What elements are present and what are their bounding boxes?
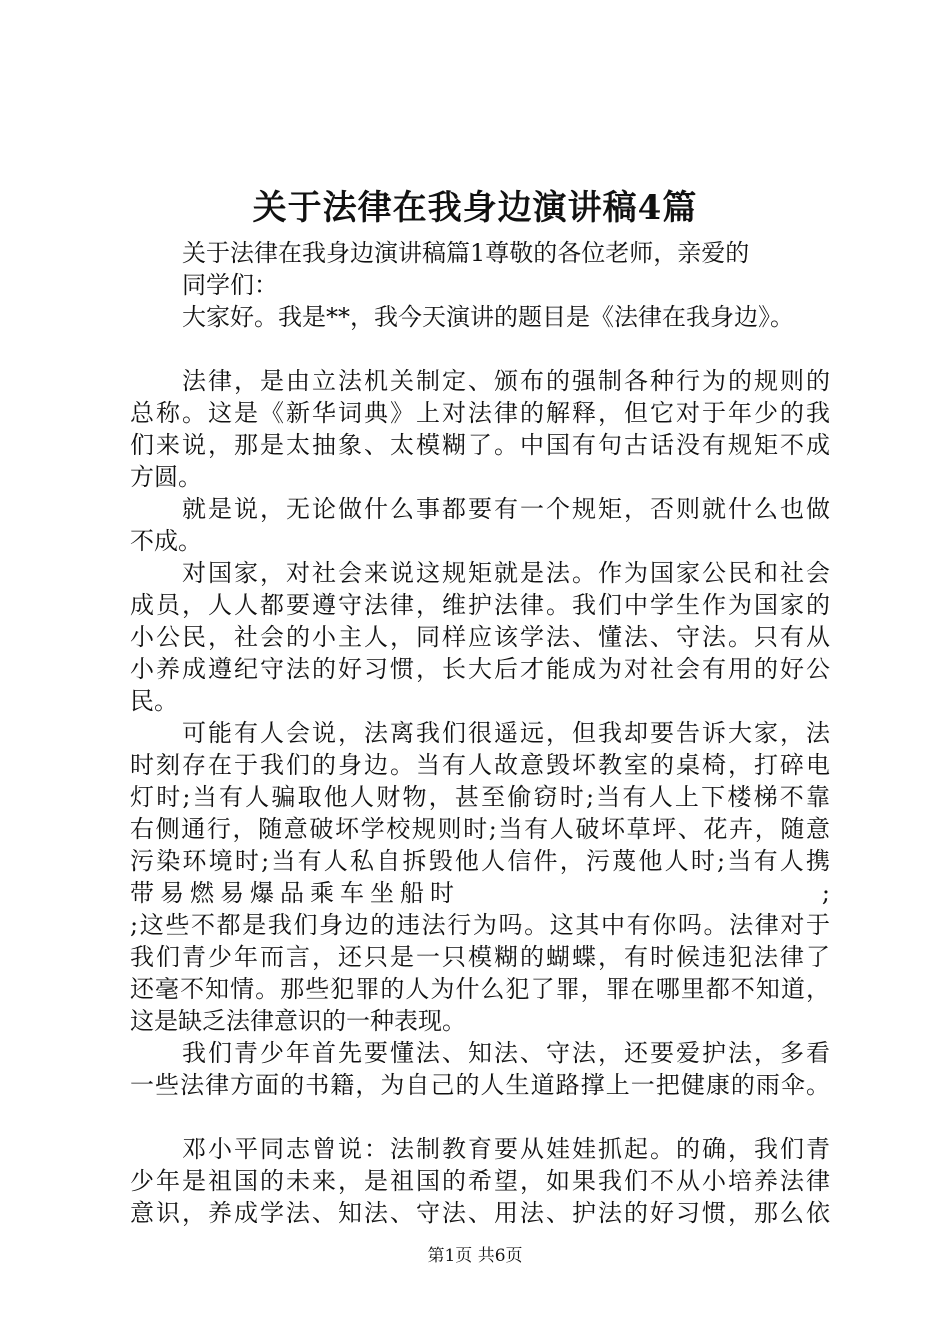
text-line: 小养成遵纪守法的好习惯，长大后才能成为对社会有用的好公 — [130, 655, 830, 683]
text-line: 可能有人会说，法离我们很遥远，但我却要告诉大家，法 — [182, 719, 830, 747]
text-line: 一些法律方面的书籍，为自己的人生道路撑上一把健康的雨伞。 — [130, 1071, 830, 1099]
text-line: 意识，养成学法、知法、守法、用法、护法的好习惯，那么依 — [130, 1199, 830, 1227]
text-line: 法律，是由立法机关制定、颁布的强制各种行为的规则的 — [182, 367, 830, 395]
text-line: 还毫不知情。那些犯罪的人为什么犯了罪，罪在哪里都不知道， — [130, 975, 830, 1003]
text-line: 邓小平同志曾说：法制教育要从娃娃抓起。的确，我们青 — [182, 1135, 830, 1163]
text-line: 关于法律在我身边演讲稿篇1尊敬的各位老师，亲爱的 — [182, 239, 750, 267]
text-line: 成员，人人都要遵守法律，维护法律。我们中学生作为国家的 — [130, 591, 830, 619]
text-line: 这是缺乏法律意识的一种表现。 — [130, 1007, 466, 1035]
paragraph-gap — [130, 333, 830, 365]
text-line: 对国家，对社会来说这规矩就是法。作为国家公民和社会 — [182, 559, 830, 587]
page-footer: 第1页 共6页 — [427, 1246, 523, 1266]
text-line: 总称。这是《新华词典》上对法律的解释，但它对于年少的我 — [130, 399, 830, 427]
document-body — [130, 237, 830, 1229]
text-fragment: 带易燃易爆品乘车坐船时 — [130, 879, 460, 907]
text-line: 小公民，社会的小主人，同样应该学法、懂法、守法。只有从 — [130, 623, 830, 651]
text-line: 我们青少年而言，还只是一只模糊的蝴蝶，有时候违犯法律了 — [130, 943, 830, 971]
text-line: 同学们： — [182, 271, 278, 299]
text-line: ;这些不都是我们身边的违法行为吗。这其中有你吗。法律对于 — [130, 911, 830, 939]
text-line: 污染环境时;当有人私自拆毁他人信件，污蔑他人时;当有人携 — [130, 847, 830, 875]
text-line-split — [130, 877, 830, 909]
text-line: 少年是祖国的未来，是祖国的希望，如果我们不从小培养法律 — [130, 1167, 830, 1195]
document-title: 关于法律在我身边演讲稿4篇 — [252, 188, 698, 228]
text-line: 大家好。我是**，我今天演讲的题目是《法律在我身边》。 — [182, 303, 794, 331]
paragraph-gap — [130, 1101, 830, 1133]
text-line: 右侧通行，随意破坏学校规则时;当有人破坏草坪、花卉，随意 — [130, 815, 830, 843]
text-line: 灯时;当有人骗取他人财物，甚至偷窃时;当有人上下楼梯不靠 — [130, 783, 830, 811]
text-line: 我们青少年首先要懂法、知法、守法，还要爱护法，多看 — [182, 1039, 830, 1067]
text-line: 时刻存在于我们的身边。当有人故意毁坏教室的桌椅，打碎电 — [130, 751, 830, 779]
text-line: 民。 — [130, 687, 178, 715]
text-line: 就是说，无论做什么事都要有一个规矩，否则就什么也做 — [182, 495, 830, 523]
text-fragment-right: ; — [821, 879, 830, 907]
text-line: 们来说，那是太抽象、太模糊了。中国有句古话没有规矩不成 — [130, 431, 830, 459]
text-line: 方圆。 — [130, 463, 202, 491]
text-line: 不成。 — [130, 527, 202, 555]
